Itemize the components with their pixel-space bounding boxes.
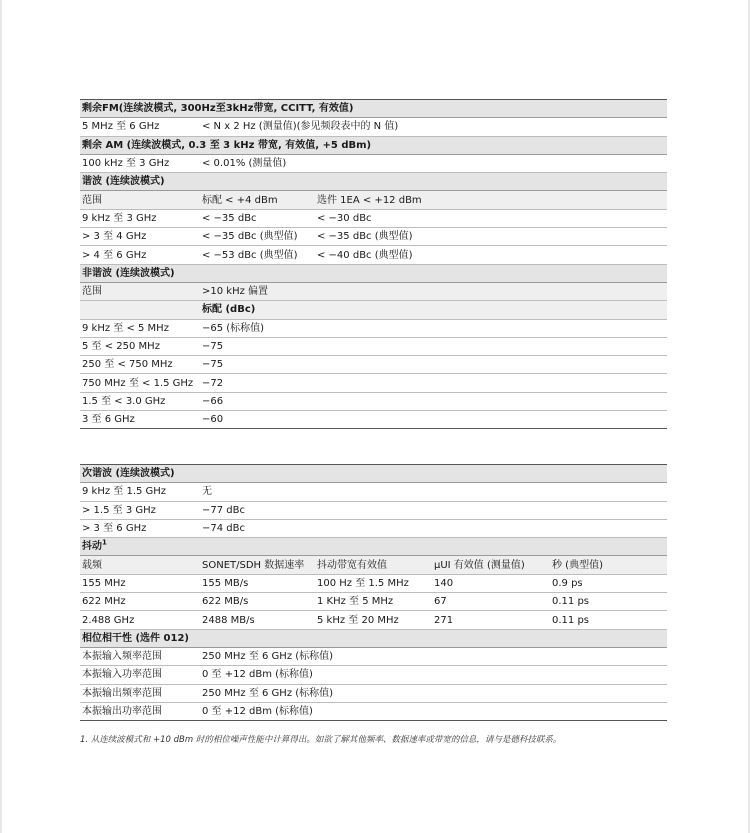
label-cell: 本振输入功率范围 (80, 666, 200, 684)
table-row (80, 228, 667, 246)
table-row (80, 319, 667, 337)
value-cell: 无 (200, 483, 667, 501)
table-row (80, 684, 667, 702)
table-cell: 2.488 GHz (80, 611, 200, 629)
section-header-jitter (80, 538, 667, 556)
table-row (80, 337, 667, 355)
range-cell: 750 MHz 至 < 1.5 GHz (80, 374, 200, 392)
footnote-marker: 1 (102, 539, 107, 547)
section-title: 剩余FM(连续波模式, 300Hz至3kHz带宽, CCITT, 有效值) (80, 100, 667, 118)
value-cell: < 0.01% (测量值) (200, 154, 667, 172)
table-row (80, 702, 667, 720)
table-row (80, 411, 667, 429)
value-cell: < −40 dBc (典型值) (315, 246, 667, 264)
table-cell: 271 (432, 611, 550, 629)
value-cell: −66 (200, 392, 667, 410)
table-row (80, 593, 667, 611)
section-header-harmonics (80, 173, 667, 191)
value-cell: −75 (200, 337, 667, 355)
table-row (80, 154, 667, 172)
value-cell: 250 MHz 至 6 GHz (标称值) (200, 647, 667, 665)
column-header: 范围 (80, 282, 200, 300)
value-cell: < −35 dBc (200, 209, 315, 227)
value-cell: < −35 dBc (典型值) (200, 228, 315, 246)
table-row (80, 483, 667, 501)
column-header: μUI 有效值 (测量值) (432, 556, 550, 574)
label-cell: 本振输出功率范围 (80, 702, 200, 720)
column-header: 秒 (典型值) (550, 556, 667, 574)
value-cell: −72 (200, 374, 667, 392)
column-header-row (80, 556, 667, 574)
spec-table-subharmonics-jitter (80, 464, 667, 721)
table-row (80, 519, 667, 537)
section-title: 非谐波 (连续波模式) (80, 264, 667, 282)
value-cell: −60 (200, 411, 667, 429)
table-cell: 2488 MB/s (200, 611, 315, 629)
section-title: 谐波 (连续波模式) (80, 173, 667, 191)
value-cell: −65 (标称值) (200, 319, 667, 337)
table-cell: 140 (432, 574, 550, 592)
range-cell: 9 kHz 至 3 GHz (80, 209, 200, 227)
column-header: 标配 < +4 dBm (200, 191, 315, 209)
table-cell: 67 (432, 593, 550, 611)
range-cell: > 3 至 6 GHz (80, 519, 200, 537)
footnote: 1. 从连续波模式和 +10 dBm 时的相位噪声性能中计算得出。如欲了解其他频率、数据速率或带宽的信息，请与是德科技联系。 (80, 735, 562, 745)
range-cell: 9 kHz 至 1.5 GHz (80, 483, 200, 501)
column-header-row (80, 191, 667, 209)
column-header: 选件 1EA < +12 dBm (315, 191, 667, 209)
range-cell: 9 kHz 至 < 5 MHz (80, 319, 200, 337)
value-cell: −75 (200, 356, 667, 374)
table-cell: 100 Hz 至 1.5 MHz (315, 574, 432, 592)
value-cell: −74 dBc (200, 519, 667, 537)
table-cell: 0.11 ps (550, 611, 667, 629)
column-header: >10 kHz 偏置 (200, 282, 667, 300)
range-cell: 100 kHz 至 3 GHz (80, 154, 200, 172)
range-cell: 5 至 < 250 MHz (80, 337, 200, 355)
section-title (80, 538, 667, 556)
table-cell: 5 kHz 至 20 MHz (315, 611, 432, 629)
label-cell: 本振输入频率范围 (80, 647, 200, 665)
section-title: 次谐波 (连续波模式) (80, 465, 667, 483)
section-title: 相位相干性 (选件 012) (80, 629, 667, 647)
value-cell: −77 dBc (200, 501, 667, 519)
range-cell: 250 至 < 750 MHz (80, 356, 200, 374)
section-header-phase-coherence (80, 629, 667, 647)
table-row (80, 374, 667, 392)
value-cell: < −53 dBc (典型值) (200, 246, 315, 264)
section-title: 剩余 AM (连续波模式, 0.3 至 3 kHz 带宽, 有效值, +5 dBm) (80, 136, 667, 154)
value-cell: < N x 2 Hz (测量值)(参见频段表中的 N 值) (200, 118, 667, 136)
table-row (80, 246, 667, 264)
value-cell: < −35 dBc (典型值) (315, 228, 667, 246)
page-edge-left (0, 0, 2, 833)
column-header: 范围 (80, 191, 200, 209)
table-cell: 155 MHz (80, 574, 200, 592)
column-header: SONET/SDH 数据速率 (200, 556, 315, 574)
range-cell: 5 MHz 至 6 GHz (80, 118, 200, 136)
table-cell: 0.11 ps (550, 593, 667, 611)
table-row (80, 392, 667, 410)
table-row (80, 666, 667, 684)
table-row (80, 356, 667, 374)
table-row (80, 501, 667, 519)
range-cell: > 1.5 至 3 GHz (80, 501, 200, 519)
value-cell: < −30 dBc (315, 209, 667, 227)
table-row (80, 611, 667, 629)
section-title-text: 抖动 (82, 541, 102, 553)
label-cell: 本振输出频率范围 (80, 684, 200, 702)
section-header-nonharmonics (80, 264, 667, 282)
table-row (80, 574, 667, 592)
table-cell: 622 MHz (80, 593, 200, 611)
spec-table-noise-harmonics (80, 99, 667, 429)
table-cell: 1 KHz 至 5 MHz (315, 593, 432, 611)
section-header-residual-am (80, 136, 667, 154)
table-row (80, 209, 667, 227)
column-header-row (80, 282, 667, 300)
section-header-subharmonics (80, 465, 667, 483)
range-cell: > 4 至 6 GHz (80, 246, 200, 264)
empty-cell (80, 301, 200, 319)
range-cell: 3 至 6 GHz (80, 411, 200, 429)
table-cell: 622 MB/s (200, 593, 315, 611)
value-cell: 0 至 +12 dBm (标称值) (200, 666, 667, 684)
table-row (80, 647, 667, 665)
table-cell: 155 MB/s (200, 574, 315, 592)
table-row (80, 118, 667, 136)
column-header: 抖动带宽有效值 (315, 556, 432, 574)
value-cell: 0 至 +12 dBm (标称值) (200, 702, 667, 720)
column-header-row (80, 301, 667, 319)
column-header: 载频 (80, 556, 200, 574)
value-cell: 250 MHz 至 6 GHz (标称值) (200, 684, 667, 702)
table-cell: 0.9 ps (550, 574, 667, 592)
range-cell: 1.5 至 < 3.0 GHz (80, 392, 200, 410)
column-header: 标配 (dBc) (200, 301, 667, 319)
range-cell: > 3 至 4 GHz (80, 228, 200, 246)
section-header-residual-fm (80, 100, 667, 118)
